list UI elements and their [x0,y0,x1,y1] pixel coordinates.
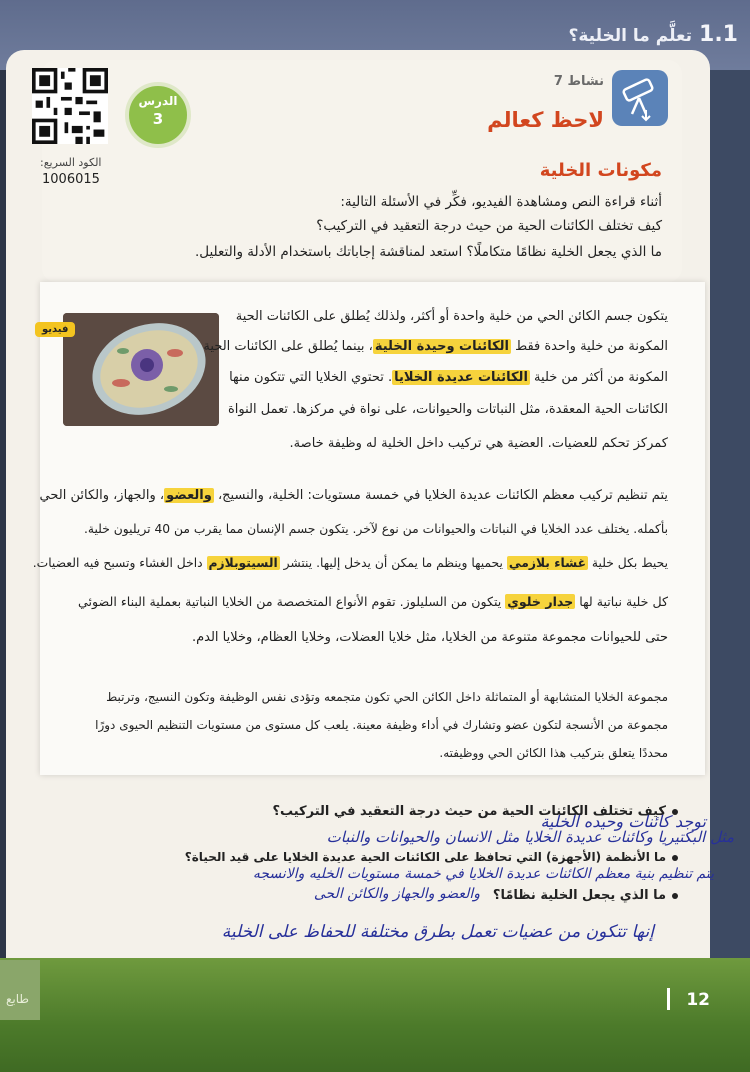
section-title: تعلَّم ما الخلية؟ [568,26,692,46]
paragraph-line: كمركز تحكم للعضيات. العضية هي تركيب داخل الخلية له وظيفة خاصة. [289,436,668,451]
intro-line: ما الذي يجعل الخلية نظامًا متكاملًا؟ استعد لمناقشة إجاباتك باستخدام الأدلة والتعليل. [194,244,662,260]
page-number-divider [667,988,670,1010]
text-run: المكونة من أكثر من خلية [534,370,668,385]
lesson-label: الدرس [138,94,178,108]
paragraph-line: يتكون جسم الكائن الحي من خلية واحدة أو أكثر، ولذلك يُطلق على الكائنات الحية [235,309,668,324]
text-run: ، والجهاز، والكائن الحي [39,488,165,503]
intro-line: أثناء قراءة النص ومشاهدة الفيديو، فكِّر في الأسئلة التالية: [340,194,662,210]
highlight-term: الكائنات عديدة الخلايا [394,370,528,385]
text-run: المكونة من خلية واحدة فقط [515,339,668,354]
highlight-term: جدار خلوي [507,594,574,609]
paragraph-line: مجموعة من الأنسجة لتكون عضو وتشارك في أداء وظيفة معينة. يلعب كل مستوى من مستويات التنظيم الحيوى دورًا [95,718,668,732]
paragraph-line [229,370,668,385]
question-item [493,888,678,903]
qr-code[interactable] [32,68,108,144]
paragraph-line: الكائنات الحية المعقدة، مثل النباتات والحيوانات، على نواة في مركزها. تعمل النواة [227,402,668,417]
handwritten-answer: والعضو والجهاز والكائن الحى [313,886,480,902]
lesson-number: 3 [152,110,164,128]
bullet-icon [672,893,678,899]
highlight-term: غشاء بلازمي [508,556,587,570]
highlight-term: والعضو [166,488,212,503]
text-run: . تحتوي الخلايا التي تتكون منها [229,370,393,385]
paragraph-line: حتى للحيوانات مجموعة متنوعة من الخلايا، مثل خلايا العضلات، وخلايا العظام، وخلايا الدم. [191,630,668,645]
text-run: يحيط بكل خلية [588,556,668,570]
section-number: 1.1 [699,22,738,47]
text-run: يتكون من السليلوز. تقوم الأنواع المتخصصة من الخلايا النباتية بعملية البناء الضوئي [78,594,506,609]
paragraph-line: محددًا يتعلق بتركيب هذا الكائن الحي ووظيفته. [439,746,668,760]
text-run: ، بينما يُطلق على الكائنات الحية [203,339,373,354]
highlight-term: الكائنات وحيدة الخلية [374,339,509,354]
quick-code-label: الكود السريع: [40,156,102,169]
handwritten-answer: يتم تنظيم بنية معظم الكائنات عديدة الخلايا في خمسة مستويات الخليه والانسجه [252,866,714,882]
side-tab [0,960,40,1020]
text-run: يتم تنظيم تركيب معظم الكائنات عديدة الخلايا في خمسة مستويات: الخلية، والنسيج، [213,488,668,503]
question-text: كيف تختلف الكائنات الحية من حيث درجة التعقيد في التركيب؟ [272,804,666,819]
quick-code-value: 1006015 [42,172,100,187]
video-thumbnail[interactable] [63,313,219,426]
side-tab-label: طابع [6,992,29,1006]
paragraph-line: بأكمله. يختلف عدد الخلايا في النباتات والحيوانات من نوع لآخر. يتكون جسم الإنسان مما يقرب من 40 تريليون خلية. [83,522,668,536]
page-footer-band [0,958,750,1072]
text-run: داخل الغشاء وتسبح فيه العضيات. [32,556,207,570]
handwritten-answer: مثل البكتيريا وكائنات عديدة الخلايا مثل الانسان والحيوانات والنبات [326,828,734,846]
handwritten-answer: إنها تتكون من عضيات تعمل بطرق مختلفة للحفاظ على الخلية [221,922,654,942]
text-run: كل خلية نباتية لها [575,594,668,609]
handwritten-answer: توجد كائنات وحيده الخلية [540,812,706,831]
section-heading: مكونات الخلية [539,160,662,181]
question-text: ما الأنظمة (الأجهزة) التي تحافظ على الكائنات الحية عديدة الخلايا على قيد الحياة؟ [184,850,666,864]
lesson-badge [125,82,191,148]
paragraph-line [33,556,668,570]
text-run: يحميها وينظم ما يمكن أن يدخل إليها. ينتشر [279,556,507,570]
highlight-term: السيتوبلازم [208,556,278,570]
telescope-icon [612,70,668,126]
page-number: 12 [686,990,710,1010]
intro-line: كيف تختلف الكائنات الحية من حيث درجة التعقيد في التركيب؟ [316,218,662,234]
paragraph-line [78,594,668,609]
question-item [185,850,678,864]
bullet-icon [672,855,678,861]
paragraph-line [203,339,668,354]
video-badge[interactable]: فيديو [35,322,75,337]
activity-number: نشاط 7 [553,74,604,89]
question-text: ما الذي يجعل الخلية نظامًا؟ [492,888,666,903]
paragraph-line: مجموعة الخلايا المتشابهة أو المتماثلة داخل الكائن الحي تكون متجمعه وتؤدى نفس الوظيفة وتكون النسيج، وترتبط [106,690,668,704]
paragraph-line [40,488,668,503]
activity-title: لاحظ كعالم [487,108,604,132]
